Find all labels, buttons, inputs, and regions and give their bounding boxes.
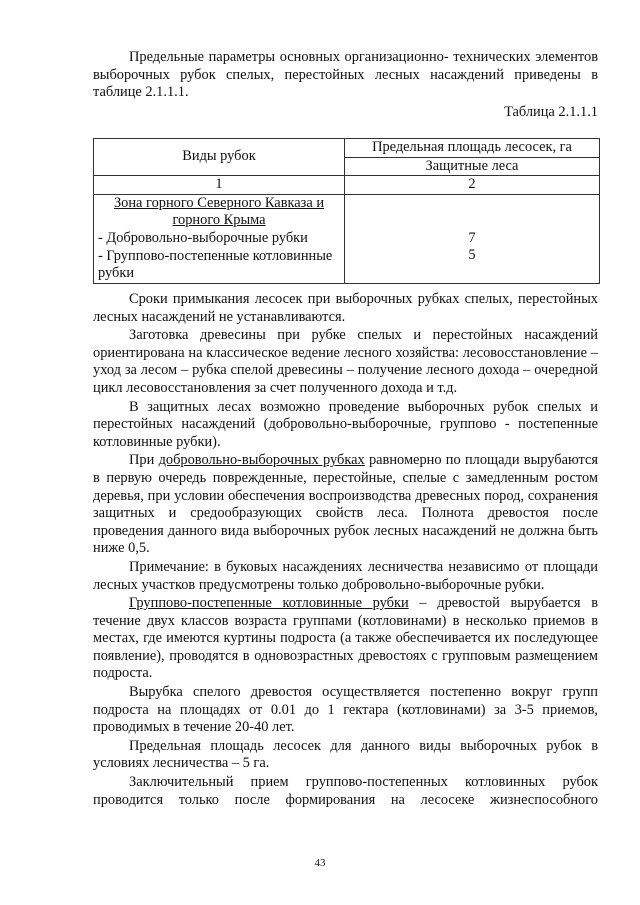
paragraph: Заготовка древесины при рубке спелых и перестойных насаждений ориентирована на классическое ведение лесного хозяйства: лесовосстановление – уход за лесом – рубка спелой древесины – получение лесного дохода – очередной цикл лесовосстановления за счет полученного дохода и т.д. bbox=[93, 327, 598, 396]
term-group-cutting: Группово-постепенные котловинные рубки bbox=[129, 595, 409, 612]
col2-header: Предельная площадь лесосек, га bbox=[345, 139, 600, 158]
paragraph: Сроки примыкания лесосек при выборочных рубках спелых, перестойных лесных насаждений не устанавливаются. bbox=[93, 291, 598, 325]
table-caption: Таблица 2.1.1.1 bbox=[504, 104, 598, 120]
intro-section bbox=[93, 49, 598, 102]
col1-number: 1 bbox=[94, 176, 345, 195]
table-row-value: 5 bbox=[468, 247, 476, 264]
paragraph: Группово-постепенные котловинные рубки – древостой вырубается в течение двух классов возраста группами (котловинами) в несколько приемов в местах, где имеются куртины подроста (а также обеспечивается их последующее появление), проводятся в одновозрастных древостоях с групповым размещением подроста. bbox=[93, 595, 598, 682]
col2-number: 2 bbox=[345, 176, 600, 195]
term-selective-cutting: добровольно-выборочных рубках bbox=[158, 452, 365, 469]
paragraph: Заключительный прием группово-постепенных котловинных рубок проводится только после формирования на лесосеке жизнеспособного bbox=[93, 774, 598, 808]
limits-table bbox=[93, 138, 600, 284]
table-row-value: 7 bbox=[468, 229, 476, 246]
paragraph: Предельная площадь лесосек для данного виды выборочных рубок в условиях лесничества – 5 га. bbox=[93, 737, 598, 772]
col2-subheader: Защитные леса bbox=[345, 157, 600, 176]
paragraph: В защитных лесах возможно проведение выборочных рубок спелых и перестойных насаждений (добровольно-выборочные, группово - постепенные котловинные рубки). bbox=[93, 398, 598, 450]
body-text bbox=[93, 291, 598, 810]
paragraph: При добровольно-выборочных рубках равномерно по площади вырубаются в первую очередь поврежденные, перестойные, спелые с замедленным ростом деревья, при условии обеспечения воспроизводства древесных пород, сохранения защитных и средообразующих свойств леса. Полнота древостоя после проведения данного вида выборочных рубок лесных насаждений не должна быть ниже 0,5. bbox=[93, 452, 599, 557]
table-row-name: - Группово-постепенные котловинные рубки bbox=[98, 247, 333, 282]
zone-cell bbox=[94, 194, 345, 283]
paragraph: Вырубка спелого древостоя осуществляется постепенно вокруг групп подроста на площадях от 0.01 до 1 гектара (котловинами) за 3-5 приемов, проводимых в течение 20-40 лет. bbox=[93, 684, 598, 736]
values-cell bbox=[345, 194, 600, 283]
table-row-name: - Добровольно-выборочные рубки bbox=[98, 229, 308, 246]
zone-title: Зона горного Северного Кавказа и горного Крыма bbox=[113, 194, 325, 229]
paragraph: Примечание: в буковых насаждениях лесничества независимо от площади лесных участков предусмотрены только добровольно-выборочные рубки. bbox=[93, 558, 598, 593]
page-number: 43 bbox=[314, 857, 326, 869]
col1-header: Виды рубок bbox=[94, 139, 345, 176]
intro-paragraph: Предельные параметры основных организационно- технических элементов выборочных рубок спелых, перестойных лесных насаждений приведены в таблице 2.1.1.1. bbox=[93, 49, 598, 101]
